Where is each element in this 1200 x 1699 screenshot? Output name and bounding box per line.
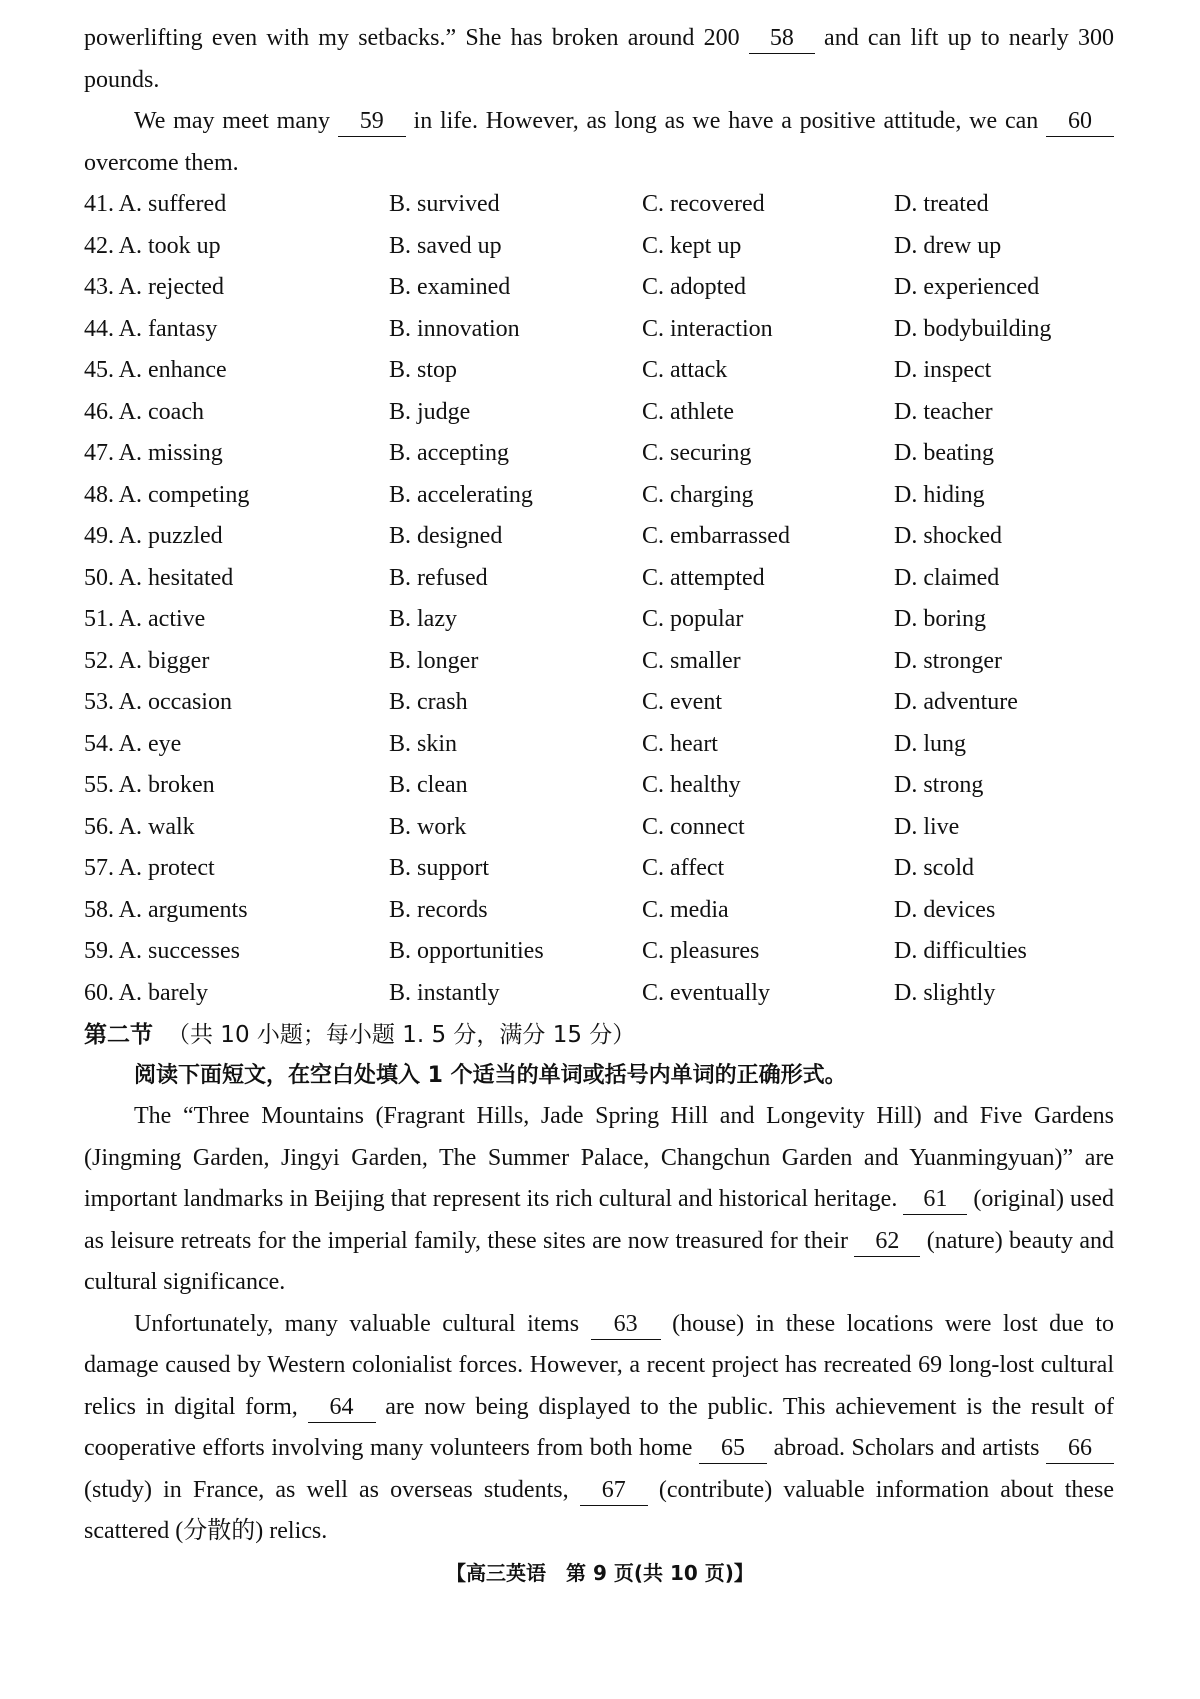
option-d: D. live bbox=[894, 813, 960, 840]
option-a: 47. A. missing bbox=[84, 440, 223, 467]
option-c: C. attempted bbox=[642, 564, 765, 591]
option-d: D. lung bbox=[894, 730, 966, 757]
option-row bbox=[84, 226, 1114, 268]
option-d: D. slightly bbox=[894, 979, 996, 1006]
option-c: C. eventually bbox=[642, 979, 770, 1006]
option-c: C. healthy bbox=[642, 772, 741, 799]
option-d: D. hiding bbox=[894, 481, 985, 508]
blank-67: 67 bbox=[580, 1475, 648, 1506]
option-a: 51. A. active bbox=[84, 606, 206, 633]
option-c: C. media bbox=[642, 896, 729, 923]
option-a: 52. A. bigger bbox=[84, 647, 210, 674]
option-b: B. clean bbox=[389, 772, 468, 799]
option-b: B. work bbox=[389, 813, 467, 840]
option-b: B. longer bbox=[389, 647, 479, 674]
option-row bbox=[84, 931, 1114, 973]
blank-59: 59 bbox=[338, 106, 406, 137]
option-b: B. innovation bbox=[389, 315, 520, 342]
option-b: B. stop bbox=[389, 357, 458, 384]
option-row bbox=[84, 267, 1114, 309]
option-a: 60. A. barely bbox=[84, 979, 208, 1006]
option-row bbox=[84, 433, 1114, 475]
blank-63: 63 bbox=[591, 1309, 661, 1340]
intro-paragraph-2: We may meet many 59 in life. However, as long as we have a positive attitude, we can 60 overcome them. bbox=[84, 101, 1114, 184]
option-c: C. connect bbox=[642, 813, 745, 840]
option-d: D. drew up bbox=[894, 232, 1002, 259]
blank-62: 62 bbox=[854, 1226, 920, 1257]
option-a: 53. A. occasion bbox=[84, 689, 232, 716]
option-row bbox=[84, 682, 1114, 724]
option-d: D. treated bbox=[894, 191, 989, 218]
section-instruction: 阅读下面短文，在空白处填入 1 个适当的单词或括号内单词的正确形式。 bbox=[134, 1063, 847, 1088]
option-d: D. devices bbox=[894, 896, 996, 923]
option-row bbox=[84, 350, 1114, 392]
option-a: 48. A. competing bbox=[84, 481, 250, 508]
blank-61: 61 bbox=[903, 1184, 967, 1215]
option-b: B. saved up bbox=[389, 232, 502, 259]
option-d: D. boring bbox=[894, 606, 986, 633]
option-d: D. claimed bbox=[894, 564, 1000, 591]
option-d: D. strong bbox=[894, 772, 984, 799]
blank-65: 65 bbox=[699, 1433, 767, 1464]
page-footer: 【高三英语 第 9 页(共 10 页)】 bbox=[446, 1561, 754, 1585]
exam-page bbox=[84, 18, 1114, 1553]
intro-paragraph-1: powerlifting even with my setbacks.” She has broken around 200 58 and can lift up to nearly 300 pounds. bbox=[84, 25, 1115, 93]
option-d: D. shocked bbox=[894, 523, 1002, 550]
option-a: 56. A. walk bbox=[84, 813, 195, 840]
option-a: 49. A. puzzled bbox=[84, 523, 223, 550]
option-d: D. beating bbox=[894, 440, 994, 467]
option-a: 57. A. protect bbox=[84, 855, 215, 882]
option-d: D. teacher bbox=[894, 398, 993, 425]
section-heading: 第二节 （共 10 小题；每小题 1. 5 分，满分 15 分） bbox=[84, 1022, 636, 1048]
option-row bbox=[84, 890, 1114, 932]
option-a: 46. A. coach bbox=[84, 398, 204, 425]
option-c: C. interaction bbox=[642, 315, 773, 342]
option-d: D. inspect bbox=[894, 357, 992, 384]
option-b: B. lazy bbox=[389, 606, 457, 633]
option-c: C. attack bbox=[642, 357, 728, 384]
option-b: B. judge bbox=[389, 398, 471, 425]
option-row bbox=[84, 558, 1114, 600]
option-row bbox=[84, 475, 1114, 517]
option-b: B. survived bbox=[389, 191, 500, 218]
option-a: 44. A. fantasy bbox=[84, 315, 218, 342]
option-c: C. kept up bbox=[642, 232, 742, 259]
option-b: B. support bbox=[389, 855, 490, 882]
option-c: C. pleasures bbox=[642, 938, 760, 965]
option-d: D. adventure bbox=[894, 689, 1018, 716]
option-a: 43. A. rejected bbox=[84, 274, 224, 301]
option-row bbox=[84, 392, 1114, 434]
option-c: C. embarrassed bbox=[642, 523, 790, 550]
option-a: 54. A. eye bbox=[84, 730, 182, 757]
option-row bbox=[84, 765, 1114, 807]
option-a: 59. A. successes bbox=[84, 938, 240, 965]
option-b: B. accelerating bbox=[389, 481, 533, 508]
option-d: D. stronger bbox=[894, 647, 1002, 674]
options-list bbox=[84, 184, 1114, 1014]
passage-paragraph-1: The “Three Mountains (Fragrant Hills, Jade Spring Hill and Longevity Hill) and Five Gardens (Jingming Garden, Jingyi Garden, The Summer Palace, Changchun Garden and Yuanmingyuan)” are important landmarks in Beijing that represent its rich cultural and historical heritage. 61 (original) used as leisure retreats for the imperial family, these sites are now treasured for their 62 (nature) beauty and cultural significance. bbox=[84, 1103, 1115, 1295]
option-c: C. recovered bbox=[642, 191, 765, 218]
option-b: B. instantly bbox=[389, 979, 500, 1006]
option-b: B. opportunities bbox=[389, 938, 544, 965]
option-c: C. popular bbox=[642, 606, 744, 633]
option-c: C. charging bbox=[642, 481, 754, 508]
option-c: C. athlete bbox=[642, 398, 734, 425]
option-row bbox=[84, 973, 1114, 1015]
option-c: C. adopted bbox=[642, 274, 746, 301]
option-a: 55. A. broken bbox=[84, 772, 215, 799]
option-row bbox=[84, 599, 1114, 641]
option-b: B. records bbox=[389, 896, 488, 923]
option-row bbox=[84, 516, 1114, 558]
blank-58: 58 bbox=[749, 23, 815, 54]
option-c: C. smaller bbox=[642, 647, 741, 674]
option-row bbox=[84, 848, 1114, 890]
option-row bbox=[84, 309, 1114, 351]
option-row bbox=[84, 807, 1114, 849]
option-a: 58. A. arguments bbox=[84, 896, 248, 923]
option-b: B. skin bbox=[389, 730, 458, 757]
blank-64: 64 bbox=[308, 1392, 376, 1423]
option-d: D. bodybuilding bbox=[894, 315, 1052, 342]
option-c: C. event bbox=[642, 689, 722, 716]
option-c: C. affect bbox=[642, 855, 725, 882]
option-a: 42. A. took up bbox=[84, 232, 221, 259]
option-row bbox=[84, 184, 1114, 226]
option-d: D. scold bbox=[894, 855, 974, 882]
option-a: 41. A. suffered bbox=[84, 191, 227, 218]
option-row bbox=[84, 641, 1114, 683]
option-b: B. examined bbox=[389, 274, 511, 301]
blank-60: 60 bbox=[1046, 106, 1114, 137]
option-a: 45. A. enhance bbox=[84, 357, 227, 384]
option-a: 50. A. hesitated bbox=[84, 564, 234, 591]
option-d: D. experienced bbox=[894, 274, 1040, 301]
option-b: B. designed bbox=[389, 523, 503, 550]
blank-66: 66 bbox=[1046, 1433, 1114, 1464]
option-d: D. difficulties bbox=[894, 938, 1027, 965]
option-row bbox=[84, 724, 1114, 766]
passage-paragraph-2: Unfortunately, many valuable cultural items 63 (house) in these locations were lost due to damage caused by Western colonialist forces. However, a recent project has recreated 69 long-lost cultural relics in digital form, 64 are now being displayed to the public. This achievement is the result of cooperative efforts involving many volunteers from both home 65 abroad. Scholars and artists 66 (study) in France, as well as overseas students, 67 (contribute) valuable information about these scattered (分散的) relics. bbox=[84, 1310, 1115, 1544]
option-b: B. refused bbox=[389, 564, 488, 591]
option-c: C. heart bbox=[642, 730, 718, 757]
option-b: B. crash bbox=[389, 689, 468, 716]
option-b: B. accepting bbox=[389, 440, 509, 467]
option-c: C. securing bbox=[642, 440, 752, 467]
